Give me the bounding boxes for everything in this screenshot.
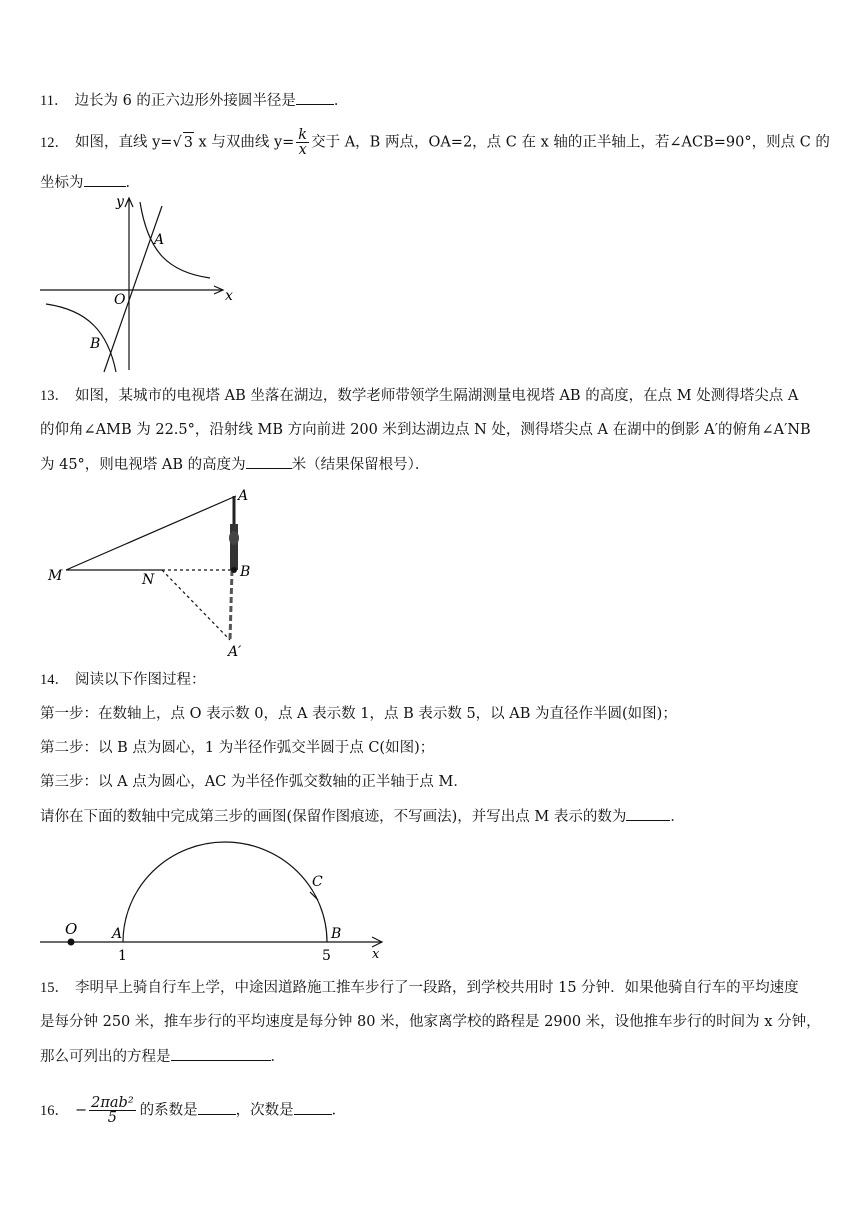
fraction-coefficient: $\frac{\text{2πab²}}{5}$ — [91, 1095, 134, 1126]
label-C: C — [312, 874, 323, 890]
label-A: A — [112, 926, 123, 942]
tower-reflection — [230, 570, 232, 640]
figure-number-line — [38, 836, 398, 966]
question-14-step1: 第一步：在数轴上，点 O 表示数 0，点 A 表示数 1，点 B 表示数 5，以 AB 为直径作半圆(如图)； — [40, 706, 677, 722]
label-A: A — [154, 232, 165, 248]
question-14-step2: 第二步：以 B 点为圆心，1 为半径作弧交半圆于点 C(如图)； — [40, 740, 435, 756]
answer-blank[interactable] — [626, 806, 670, 821]
question-number: 13． — [40, 388, 69, 404]
question-number: 12． — [40, 134, 69, 151]
label-O: O — [114, 292, 126, 308]
question-14-step3: 第三步：以 A 点为圆心，AC 为半径作弧交数轴的正半轴于点 M． — [40, 774, 468, 790]
question-13: 13． 如图，某城市的电视塔 AB 坐落在湖边，数学老师带领学生隔湖测量电视塔 AB 的高度，在点 M 处测得塔尖点 A — [40, 388, 799, 404]
label-M: M — [48, 568, 63, 584]
label-B: B — [331, 926, 342, 942]
question-12-line2: 坐标为 ． — [40, 172, 140, 193]
point-B — [231, 567, 237, 573]
line-y-sqrt3-x — [104, 206, 165, 372]
label-B: B — [90, 336, 101, 352]
question-number: 16． — [40, 1102, 69, 1119]
figure-hyperbola — [38, 192, 238, 374]
answer-blank-degree[interactable] — [294, 1100, 332, 1115]
question-13-line3: 为 45°，则电视塔 AB 的高度为 米（结果保留根号）． — [40, 454, 429, 475]
question-12: 12． 如图，直线 y=√ 3 x 与双曲线 y= $\frac{k}{x}$ 交于 A，B 两点，OA=2，点 C 在 x 轴的正半轴上，若∠ACB=90°，则点 C 的 — [40, 127, 830, 158]
label-A: A — [238, 488, 249, 504]
figure-tv-tower — [44, 484, 274, 660]
tick-label-1: 1 — [118, 948, 127, 964]
answer-blank[interactable] — [296, 90, 334, 105]
label-A-prime: A′ — [228, 644, 242, 660]
question-number: 15． — [40, 980, 69, 996]
minus-sign: − — [75, 1102, 88, 1119]
sqrt-sign: √ — [172, 134, 182, 151]
question-15-line3: 那么可列出的方程是 ． — [40, 1046, 285, 1067]
question-13-line2: 的仰角∠AMB 为 22.5°，沿射线 MB 方向前进 200 米到达湖边点 N 处，测得塔尖点 A 在湖中的倒影 A′的俯角∠A′NB — [40, 422, 811, 438]
fraction-k-over-x: $\frac{k}{x}$ — [298, 127, 308, 158]
answer-blank[interactable] — [171, 1046, 271, 1061]
question-14-ask: 请你在下面的数轴中完成第三步的画图(保留作图痕迹，不写画法)，并写出点 M 表示的数为 ． — [40, 806, 685, 827]
point-O — [68, 939, 75, 946]
question-text: 边长为 6 的正六边形外接圆半径是 — [74, 93, 296, 109]
label-y: y — [116, 194, 124, 210]
tower-body — [230, 524, 238, 570]
tick-label-5: 5 — [322, 948, 331, 964]
question-15-line2: 是每分钟 250 米，推车步行的平均速度是每分钟 80 米，他家离学校的路程是 2900 米，设他推车步行的时间为 x 分钟， — [40, 1014, 821, 1030]
label-O: O — [65, 920, 78, 938]
sqrt-radicand: 3 — [183, 132, 194, 153]
question-16: 16． − $\frac{\text{2πab²}}{5}$ 的系数是 ，次数是 ． — [40, 1095, 347, 1126]
label-B: B — [240, 564, 251, 580]
question-15: 15． 李明早上骑自行车上学，中途因道路施工推车步行了一段路，到学校共用时 15 分钟．如果他骑自行车的平均速度 — [40, 980, 799, 996]
line-MA — [66, 496, 236, 570]
question-number: 14． — [40, 672, 69, 688]
question-11: 11． 边长为 6 的正六边形外接圆半径是 ． — [40, 90, 348, 111]
label-x: x — [372, 947, 380, 962]
question-number: 11． — [40, 93, 69, 109]
label-N: N — [142, 572, 155, 588]
answer-blank[interactable] — [84, 172, 126, 187]
tower-pod — [229, 531, 239, 545]
question-14: 14． 阅读以下作图过程： — [40, 672, 206, 688]
semicircle-AB — [123, 842, 327, 942]
hyperbola-branch-lower — [46, 304, 116, 372]
line-NA-prime — [162, 570, 230, 640]
label-x: x — [225, 288, 233, 304]
answer-blank-coefficient[interactable] — [198, 1100, 236, 1115]
answer-blank[interactable] — [246, 454, 292, 469]
